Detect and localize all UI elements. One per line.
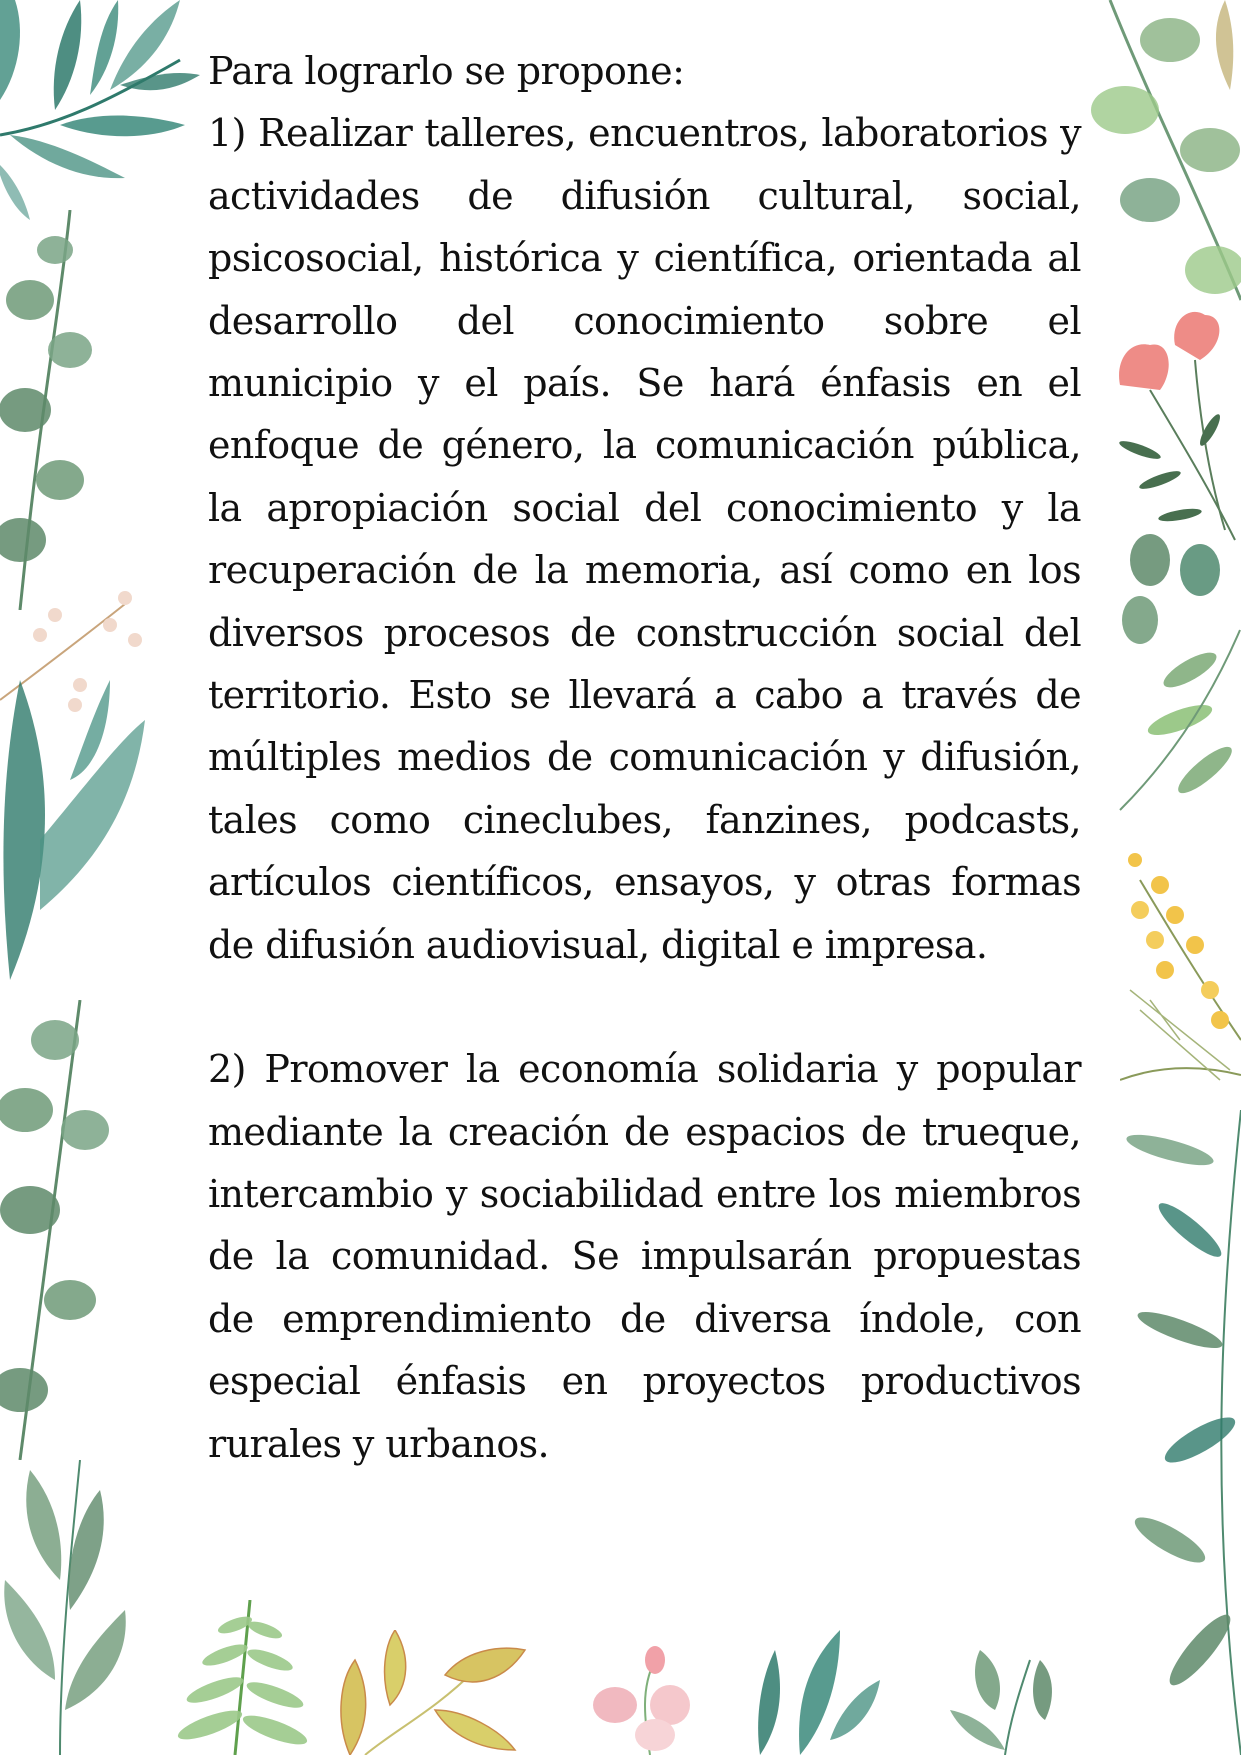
pink-flowers-icon [1100, 300, 1241, 550]
teal-leaf-sprig-icon [0, 0, 200, 230]
sage-bottom-leaves-icon [950, 1650, 1060, 1755]
fern-icon [175, 1600, 315, 1755]
sage-leaves-icon [0, 1460, 150, 1755]
paragraph-spacer [208, 976, 1081, 1038]
blush-berries-icon [0, 580, 160, 730]
green-leaves-right-icon [1110, 530, 1241, 830]
mimosa-icon [1120, 840, 1241, 1100]
document-body [208, 40, 1081, 1475]
eucalyptus-lower-icon [0, 1000, 120, 1460]
teal-long-leaves-icon [0, 680, 150, 1020]
proposal-item-1: 1) Realizar talleres, encuentros, laboratorios y actividades de difusión cultural, social, psicosocial, histórica y científica, orientada al desarrollo del conocimiento sobre el municipio y el país. Se hará énfasis en el enfoque de género, la comunicación pública, la apropiación social del conocimiento y la recuperación de la memoria, así como en los diversos procesos de construcción social del territorio. Esto se llevará a cabo a través de múltiples medios de comunicación y difusión, tales como cineclubes, fanzines, podcasts, artículos científicos, ensayos, y otras formas de difusión audiovisual, digital e impresa. [208, 111, 1081, 967]
autumn-leaves-icon [335, 1630, 535, 1755]
intro-line: Para lograrlo se propone: [208, 49, 685, 93]
teal-lower-right-icon [1110, 1110, 1241, 1755]
pink-blossoms-icon [580, 1640, 720, 1755]
eucalyptus-branch-icon [0, 210, 110, 610]
proposal-item-2: 2) Promover la economía solidaria y popular mediante la creación de espacios de trueque, intercambio y sociabilidad entre los miembros de la comunidad. Se impulsarán propuestas de emprendimiento de diversa índole, con especial énfasis en proyectos productivos rurales y urbanos. [208, 1047, 1081, 1466]
teal-tall-leaves-icon [740, 1630, 900, 1755]
